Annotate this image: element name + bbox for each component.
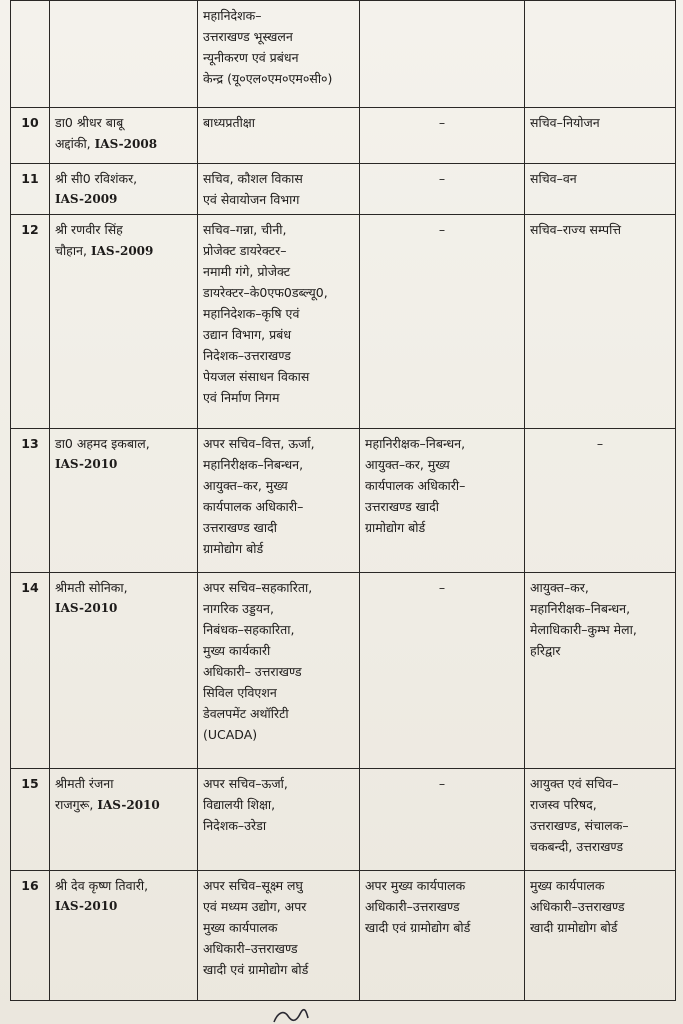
relieved-posting-cell — [360, 871, 525, 1001]
new-posting-cell-line: मुख्य कार्यपालक — [530, 878, 605, 893]
new-posting-cell — [525, 108, 676, 164]
new-posting-cell — [525, 573, 676, 769]
serial-number-cell: 16 — [11, 871, 50, 1001]
current-posting-cell-line: मुख्य कार्यपालक — [203, 920, 278, 935]
officer-name-line: श्री रणवीर सिंह — [55, 222, 123, 237]
current-posting-cell-line: सिविल एविएशन — [203, 685, 277, 700]
officer-name-cell — [50, 429, 198, 573]
current-posting-cell-line: एवं निर्माण निगम — [203, 390, 280, 405]
current-posting-cell-line: केन्द्र (यू०एल०एम०एम०सी०) — [203, 71, 333, 86]
officer-name-line: डा0 अहमद इकबाल, — [55, 436, 150, 451]
current-posting-cell-line: खादी एवं ग्रामोद्योग बोर्ड — [203, 962, 309, 977]
relieved-posting-cell — [360, 164, 525, 215]
relieved-posting-cell-line: – — [438, 171, 446, 186]
officer-name-cell — [50, 108, 198, 164]
relieved-posting-cell — [360, 215, 525, 429]
current-posting-cell — [198, 164, 360, 215]
current-posting-cell — [198, 215, 360, 429]
current-posting-cell-line: अधिकारी–उत्तराखण्ड — [203, 941, 298, 956]
relieved-posting-cell-line: – — [438, 580, 446, 595]
new-posting-cell — [525, 429, 676, 573]
current-posting-cell-line: अपर सचिव–सूक्ष्म लघु — [203, 878, 303, 893]
signature-mark — [270, 1006, 310, 1024]
table-row — [11, 215, 676, 429]
relieved-posting-cell — [360, 108, 525, 164]
relieved-posting-cell — [360, 429, 525, 573]
relieved-posting-cell-line: उत्तराखण्ड खादी — [365, 499, 439, 514]
new-posting-cell-line: खादी ग्रामोद्योग बोर्ड — [530, 920, 618, 935]
officer-name-line: श्री देव कृष्ण तिवारी, — [55, 878, 149, 893]
new-posting-cell — [525, 215, 676, 429]
new-posting-cell — [525, 164, 676, 215]
current-posting-cell — [198, 429, 360, 573]
current-posting-cell-line: अधिकारी– उत्तराखण्ड — [203, 664, 302, 679]
current-posting-cell-line: महानिदेशक– — [203, 8, 262, 23]
relieved-posting-cell-line: – — [438, 776, 446, 791]
officer-name-cell — [50, 573, 198, 769]
new-posting-cell-line: मेलाधिकारी–कुम्भ मेला, — [530, 622, 637, 637]
current-posting-cell-line: आयुक्त–कर, मुख्य — [203, 478, 288, 493]
new-posting-cell — [525, 1, 676, 108]
new-posting-cell-line: राजस्व परिषद, — [530, 797, 597, 812]
current-posting-cell-line: एवं मध्यम उद्योग, अपर — [203, 899, 307, 914]
current-posting-cell-line: निदेशक–उरेडा — [203, 818, 267, 833]
officer-name-cell — [50, 1, 198, 108]
current-posting-cell-line: डायरेक्टर–के0एफ0डब्ल्यू0, — [203, 285, 328, 300]
officer-name-cell — [50, 871, 198, 1001]
current-posting-cell — [198, 769, 360, 871]
table-row — [11, 108, 676, 164]
officer-name-line: श्रीमती सोनिका, — [55, 580, 128, 595]
officer-name-cell — [50, 164, 198, 215]
officer-name-cell — [50, 769, 198, 871]
table-row — [11, 769, 676, 871]
ias-batch-label: IAS-2010 — [55, 899, 118, 913]
current-posting-cell-line: अपर सचिव–ऊर्जा, — [203, 776, 288, 791]
ias-batch-label: IAS-2008 — [94, 137, 158, 151]
current-posting-cell-line: सचिव, कौशल विकास — [203, 171, 303, 186]
table-row — [11, 429, 676, 573]
current-posting-cell-line: मुख्य कार्यकारी — [203, 643, 271, 658]
new-posting-cell — [525, 871, 676, 1001]
new-posting-cell-line: उत्तराखण्ड, संचालक– — [530, 818, 629, 833]
relieved-posting-cell-line: खादी एवं ग्रामोद्योग बोर्ड — [365, 920, 471, 935]
officer-name-cell — [50, 215, 198, 429]
current-posting-cell-line: विद्यालयी शिक्षा, — [203, 797, 276, 812]
current-posting-cell — [198, 108, 360, 164]
relieved-posting-cell — [360, 769, 525, 871]
serial-number-cell: 10 — [11, 108, 50, 164]
relieved-posting-cell-line: – — [438, 115, 446, 130]
relieved-posting-cell-line: आयुक्त–कर, मुख्य — [365, 457, 450, 472]
new-posting-cell-line: अधिकारी–उत्तराखण्ड — [530, 899, 625, 914]
current-posting-cell-line: (UCADA) — [203, 727, 258, 742]
relieved-posting-cell-line: महानिरीक्षक–निबन्धन, — [365, 436, 466, 451]
current-posting-cell-line: बाध्यप्रतीक्षा — [203, 115, 256, 130]
new-posting-cell-line: चकबन्दी, उत्तराखण्ड — [530, 839, 624, 854]
current-posting-cell-line: निदेशक–उत्तराखण्ड — [203, 348, 291, 363]
officer-name-line: चौहान, — [55, 243, 87, 258]
officer-name-line: अद्दांकी, — [55, 136, 91, 151]
current-posting-cell-line: प्रोजेक्ट डायरेक्टर– — [203, 243, 287, 258]
new-posting-cell-line: सचिव–वन — [530, 171, 577, 186]
serial-number-cell: 14 — [11, 573, 50, 769]
relieved-posting-cell-line: अपर मुख्य कार्यपालक — [365, 878, 466, 893]
ias-batch-label: IAS-2009 — [55, 192, 118, 206]
new-posting-cell-line: महानिरीक्षक–निबन्धन, — [530, 601, 631, 616]
current-posting-cell-line: नागरिक उड्डयन, — [203, 601, 274, 616]
serial-number-cell: 11 — [11, 164, 50, 215]
current-posting-cell-line: उद्यान विभाग, प्रबंध — [203, 327, 292, 342]
table-row — [11, 871, 676, 1001]
relieved-posting-cell-line: अधिकारी–उत्तराखण्ड — [365, 899, 460, 914]
table-row — [11, 573, 676, 769]
relieved-posting-cell-line: – — [438, 222, 446, 237]
ias-batch-label: IAS-2009 — [90, 244, 154, 258]
relieved-posting-cell-line: कार्यपालक अधिकारी– — [365, 478, 466, 493]
new-posting-cell-line: सचिव–राज्य सम्पत्ति — [530, 222, 621, 237]
current-posting-cell-line: पेयजल संसाधन विकास — [203, 369, 310, 384]
officer-name-line: राजगुरू, — [55, 797, 94, 812]
current-posting-cell-line: महानिरीक्षक–निबन्धन, — [203, 457, 304, 472]
serial-number-cell — [11, 1, 50, 108]
new-posting-cell-line: आयुक्त–कर, — [530, 580, 589, 595]
current-posting-cell-line: उत्तराखण्ड भूस्खलन — [203, 29, 293, 44]
officer-name-line: डा0 श्रीधर बाबू — [55, 115, 124, 130]
serial-number-cell: 12 — [11, 215, 50, 429]
current-posting-cell-line: महानिदेशक–कृषि एवं — [203, 306, 300, 321]
transfer-order-table — [10, 0, 676, 1001]
table-body — [11, 1, 676, 1001]
ias-batch-label: IAS-2010 — [55, 457, 118, 471]
current-posting-cell-line: न्यूनीकरण एवं प्रबंधन — [203, 50, 299, 65]
new-posting-cell — [525, 769, 676, 871]
officer-name-line: श्रीमती रंजना — [55, 776, 114, 791]
current-posting-cell-line: उत्तराखण्ड खादी — [203, 520, 277, 535]
table-row — [11, 164, 676, 215]
relieved-posting-cell — [360, 573, 525, 769]
serial-number-cell: 15 — [11, 769, 50, 871]
current-posting-cell-line: एवं सेवायोजन विभाग — [203, 192, 300, 207]
new-posting-cell-line: हरिद्वार — [530, 643, 561, 658]
current-posting-cell-line: अपर सचिव–सहकारिता, — [203, 580, 313, 595]
current-posting-cell-line: सचिव–गन्ना, चीनी, — [203, 222, 287, 237]
officer-name-line: श्री सी0 रविशंकर, — [55, 171, 138, 186]
relieved-posting-cell-line: ग्रामोद्योग बोर्ड — [365, 520, 426, 535]
ias-batch-label: IAS-2010 — [97, 798, 160, 812]
ias-batch-label: IAS-2010 — [55, 601, 118, 615]
relieved-posting-cell — [360, 1, 525, 108]
current-posting-cell — [198, 573, 360, 769]
current-posting-cell-line: नमामी गंगे, प्रोजेक्ट — [203, 264, 291, 279]
current-posting-cell-line: अपर सचिव–वित्त, ऊर्जा, — [203, 436, 315, 451]
current-posting-cell-line: निबंधक–सहकारिता, — [203, 622, 295, 637]
current-posting-cell-line: कार्यपालक अधिकारी– — [203, 499, 304, 514]
current-posting-cell — [198, 871, 360, 1001]
current-posting-cell — [198, 1, 360, 108]
new-posting-cell-line: आयुक्त एवं सचिव– — [530, 776, 619, 791]
new-posting-cell-line: – — [596, 436, 604, 451]
serial-number-cell: 13 — [11, 429, 50, 573]
new-posting-cell-line: सचिव–नियोजन — [530, 115, 600, 130]
current-posting-cell-line: ग्रामोद्योग बोर्ड — [203, 541, 264, 556]
table-row — [11, 1, 676, 108]
current-posting-cell-line: डेवलपमेंट अथॉरिटी — [203, 706, 289, 721]
